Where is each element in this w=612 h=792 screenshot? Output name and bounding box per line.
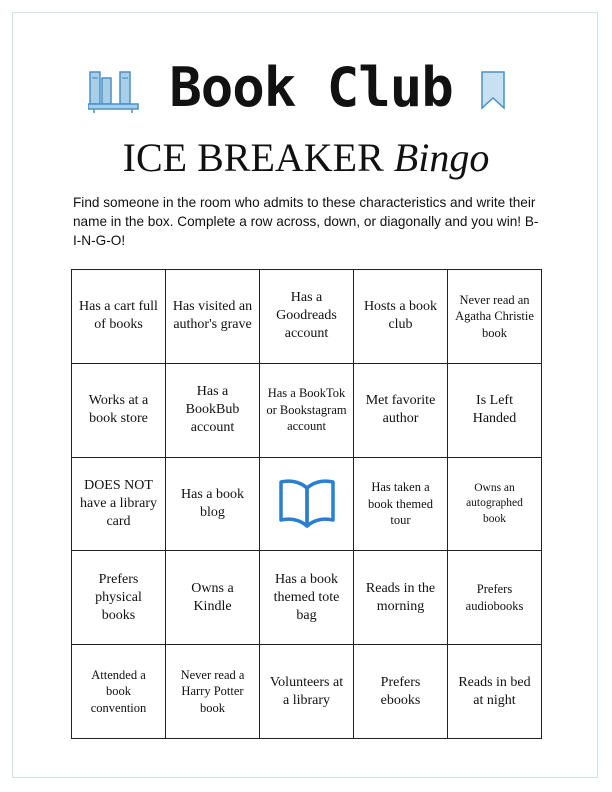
bingo-cell[interactable]: Has a BookTok or Bookstagram account bbox=[260, 363, 354, 457]
bingo-row bbox=[72, 645, 542, 739]
bingo-cell[interactable]: Hosts a book club bbox=[354, 270, 448, 364]
bingo-cell[interactable]: Owns a Kindle bbox=[166, 551, 260, 645]
bingo-cell[interactable]: Is Left Handed bbox=[448, 363, 542, 457]
header bbox=[0, 56, 612, 122]
bingo-cell[interactable]: Prefers ebooks bbox=[354, 645, 448, 739]
bingo-cell[interactable]: Never read a Harry Potter book bbox=[166, 645, 260, 739]
page-title: Book Club bbox=[169, 56, 453, 119]
bingo-grid bbox=[71, 269, 542, 739]
bingo-cell[interactable]: Has a cart full of books bbox=[72, 270, 166, 364]
bingo-cell[interactable]: Never read an Agatha Christie book bbox=[448, 270, 542, 364]
bingo-cell[interactable]: Has a book themed tote bag bbox=[260, 551, 354, 645]
bingo-row bbox=[72, 457, 542, 551]
bingo-cell[interactable]: Reads in the morning bbox=[354, 551, 448, 645]
bingo-cell[interactable]: Works at a book store bbox=[72, 363, 166, 457]
books-on-shelf-icon bbox=[88, 68, 140, 114]
bingo-cell[interactable]: Prefers audiobooks bbox=[448, 551, 542, 645]
bingo-row bbox=[72, 270, 542, 364]
bingo-cell[interactable]: Volunteers at a library bbox=[260, 645, 354, 739]
instructions-text: Find someone in the room who admits to these characteristics and write their name in the box. Complete a row across, down, or diagonally and you win! B-I-N-G-O! bbox=[73, 195, 539, 248]
bingo-cell[interactable]: Has a BookBub account bbox=[166, 363, 260, 457]
bingo-cell[interactable]: Has visited an author's grave bbox=[166, 270, 260, 364]
bookmark-icon bbox=[480, 70, 506, 110]
bingo-row bbox=[72, 363, 542, 457]
subtitle bbox=[0, 134, 612, 181]
subtitle-main: ICE BREAKER bbox=[122, 135, 384, 180]
bingo-cell-center[interactable] bbox=[260, 457, 354, 551]
bingo-cell[interactable]: Has a book blog bbox=[166, 457, 260, 551]
bingo-cell[interactable]: Reads in bed at night bbox=[448, 645, 542, 739]
bingo-row bbox=[72, 551, 542, 645]
bingo-cell[interactable]: Has taken a book themed tour bbox=[354, 457, 448, 551]
bingo-cell[interactable]: DOES NOT have a library card bbox=[72, 457, 166, 551]
bingo-cell[interactable]: Attended a book convention bbox=[72, 645, 166, 739]
bingo-cell[interactable]: Met favorite author bbox=[354, 363, 448, 457]
bingo-cell[interactable]: Prefers physical books bbox=[72, 551, 166, 645]
open-book-icon bbox=[278, 478, 336, 530]
bingo-cell[interactable]: Owns an autographed book bbox=[448, 457, 542, 551]
subtitle-italic: Bingo bbox=[393, 135, 490, 180]
bingo-cell[interactable]: Has a Goodreads account bbox=[260, 270, 354, 364]
